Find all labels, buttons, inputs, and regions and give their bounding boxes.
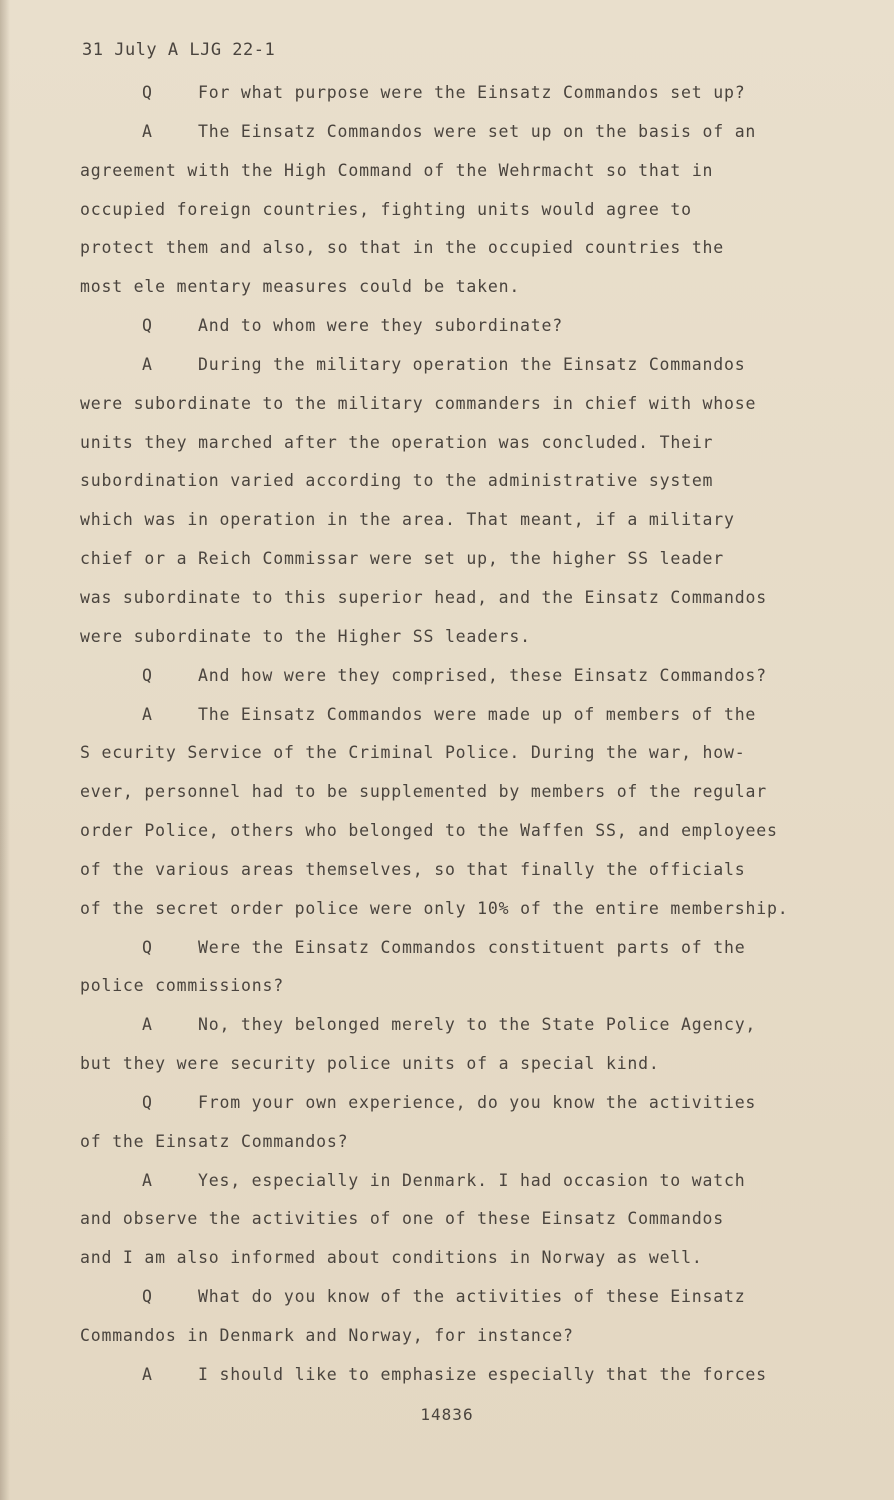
transcript-line	[80, 1084, 840, 1123]
transcript-line	[80, 812, 840, 851]
line-text: ever, personnel had to be supplemented by members of the regular	[80, 782, 767, 802]
transcript-line	[80, 734, 840, 773]
line-text: And how were they comprised, these Einsatz Commandos?	[198, 665, 767, 685]
transcript-line	[80, 890, 840, 929]
transcript-line	[80, 462, 840, 501]
line-text: of the various areas themselves, so that finally the officials	[80, 859, 746, 879]
line-text: agreement with the High Command of the Wehrmacht so that in	[80, 160, 714, 180]
page-number: 14836	[420, 1405, 474, 1424]
line-text: I should like to emphasize especially that the forces	[198, 1364, 767, 1384]
transcript-line	[80, 540, 840, 579]
qa-marker: Q	[142, 316, 153, 336]
line-text: And to whom were they subordinate?	[198, 316, 563, 336]
qa-marker: Q	[142, 937, 153, 957]
line-text: most ele mentary measures could be taken.	[80, 277, 521, 297]
qa-marker: Q	[142, 1287, 153, 1307]
transcript-line	[80, 618, 840, 657]
transcript-line	[80, 1045, 840, 1084]
line-text: The Einsatz Commandos were set up on the basis of an	[198, 121, 757, 141]
transcript-line	[80, 229, 840, 268]
line-text: Were the Einsatz Commandos constituent parts of the	[198, 937, 746, 957]
line-text: The Einsatz Commandos were made up of members of the	[198, 704, 757, 724]
transcript-line	[80, 1200, 840, 1239]
line-text: were subordinate to the Higher SS leaders.	[80, 626, 531, 646]
line-text: What do you know of the activities of these Einsatz	[198, 1287, 746, 1307]
transcript-line	[80, 74, 840, 113]
transcript-body	[80, 74, 840, 1395]
transcript-line	[80, 346, 840, 385]
qa-marker: Q	[142, 665, 153, 685]
line-text: and I am also informed about conditions in Norway as well.	[80, 1248, 703, 1268]
qa-marker: A	[142, 704, 153, 724]
line-text: order Police, others who belonged to the Waffen SS, and employees	[80, 821, 778, 841]
line-text: During the military operation the Einsatz Commandos	[198, 354, 746, 374]
transcript-line	[80, 424, 840, 463]
transcript-line	[80, 851, 840, 890]
line-text: subordination varied according to the administrative system	[80, 471, 714, 491]
line-text: were subordinate to the military commanders in chief with whose	[80, 393, 757, 413]
transcript-line	[80, 1317, 840, 1356]
transcript-line	[80, 773, 840, 812]
transcript-line	[80, 1278, 840, 1317]
transcript-line	[80, 385, 840, 424]
transcript-line	[80, 268, 840, 307]
line-text: Commandos in Denmark and Norway, for instance?	[80, 1326, 574, 1345]
line-text: was subordinate to this superior head, and the Einsatz Commandos	[80, 587, 767, 607]
transcript-line	[80, 579, 840, 618]
line-text: and observe the activities of one of these Einsatz Commandos	[80, 1209, 725, 1229]
qa-marker: A	[142, 354, 153, 374]
line-text: occupied foreign countries, fighting units would agree to	[80, 199, 692, 219]
line-text: chief or a Reich Commissar were set up, the higher SS leader	[80, 549, 725, 569]
transcript-line	[80, 696, 840, 735]
transcript-line	[80, 191, 840, 230]
line-text: protect them and also, so that in the occupied countries the	[80, 238, 725, 258]
transcript-line	[80, 501, 840, 540]
transcript-line	[80, 967, 840, 1006]
line-text: S ecurity Service of the Criminal Police. During the war, how-	[80, 743, 746, 763]
document-header: 31 July A LJG 22-1	[82, 40, 276, 60]
qa-marker: Q	[142, 1092, 153, 1112]
transcript-line	[80, 1162, 840, 1201]
line-text: From your own experience, do you know the activities	[198, 1092, 757, 1112]
transcript-line	[80, 657, 840, 696]
transcript-line	[80, 1239, 840, 1278]
line-text: of the Einsatz Commandos?	[80, 1131, 349, 1151]
qa-marker: A	[142, 1015, 153, 1035]
line-text: Yes, especially in Denmark. I had occasion to watch	[198, 1170, 746, 1190]
line-text: No, they belonged merely to the State Police Agency,	[198, 1015, 757, 1035]
qa-marker: A	[142, 1170, 153, 1190]
transcript-line	[80, 929, 840, 968]
qa-marker: Q	[142, 83, 153, 102]
line-text: For what purpose were the Einsatz Commandos set up?	[198, 83, 746, 102]
transcript-line	[80, 113, 840, 152]
qa-marker: A	[142, 1364, 153, 1384]
line-text: of the secret order police were only 10% of the entire membership.	[80, 898, 789, 918]
line-text: which was in operation in the area. That meant, if a military	[80, 510, 735, 530]
line-text: units they marched after the operation was concluded. Their	[80, 432, 714, 452]
line-text: police commissions?	[80, 976, 284, 996]
transcript-line	[80, 1356, 840, 1395]
transcript-line	[80, 1006, 840, 1045]
page-edge-shadow	[0, 0, 10, 1500]
transcript-line	[80, 152, 840, 191]
transcript-line	[80, 1123, 840, 1162]
qa-marker: A	[142, 121, 153, 141]
transcript-line	[80, 307, 840, 346]
line-text: but they were security police units of a special kind.	[80, 1054, 660, 1074]
